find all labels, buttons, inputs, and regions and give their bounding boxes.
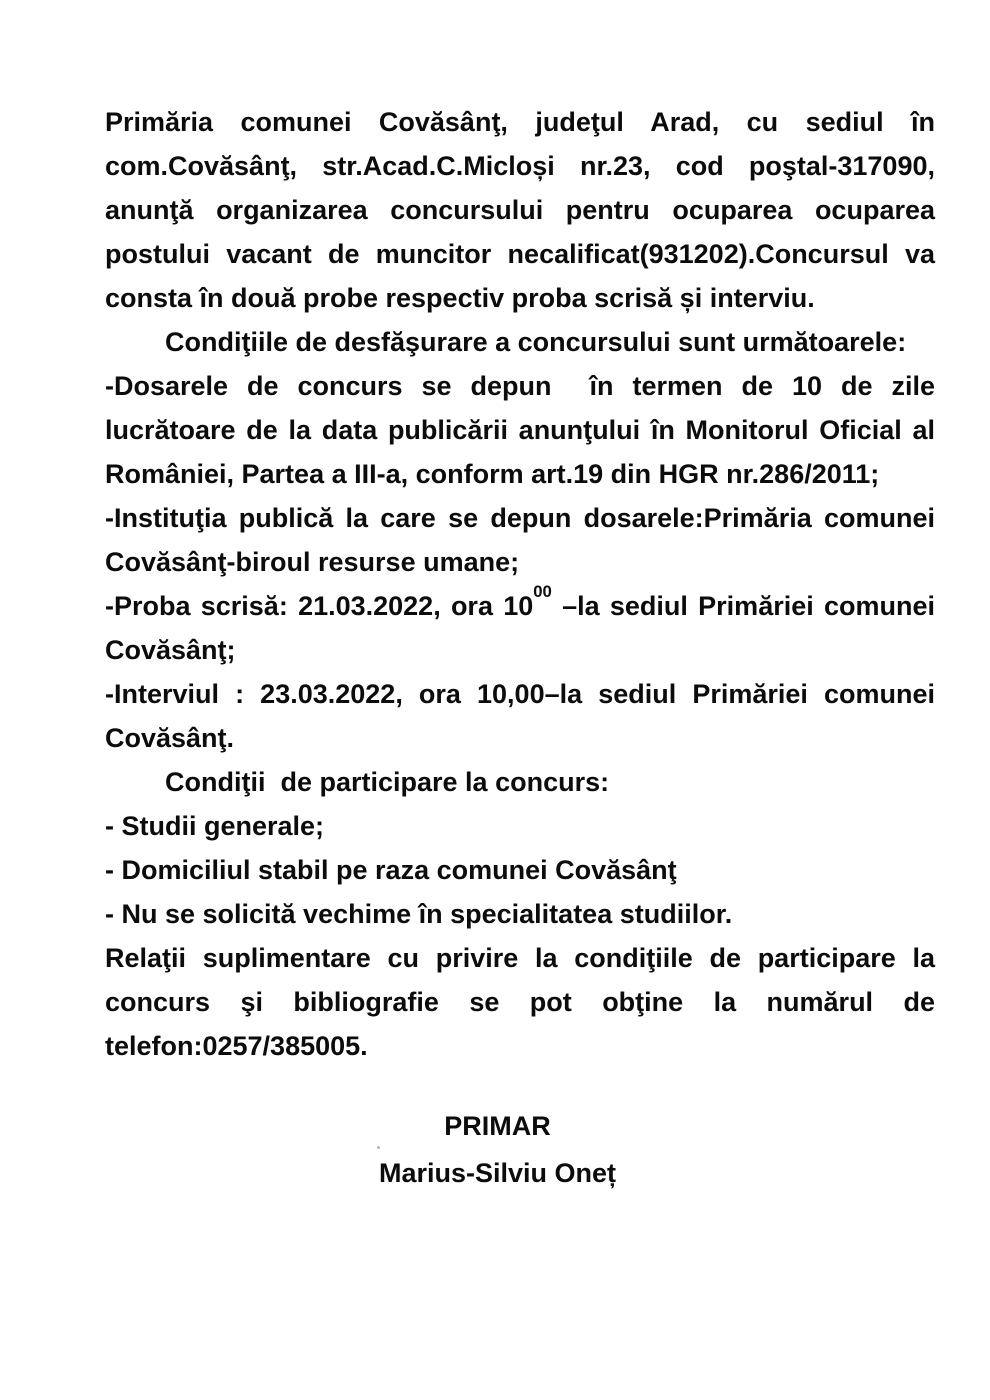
paragraph-participation-heading: Condiţii de participare la concurs: <box>165 767 610 797</box>
paragraph-interview: -Interviul : 23.03.2022, ora 10,00–la sediul Primăriei comunei Covăsânţ. <box>105 679 935 753</box>
bullet-domicile: - Domiciliul stabil pe raza comunei Covăsânţ <box>105 855 677 885</box>
bullet-studies: - Studii generale; <box>105 811 325 841</box>
paragraph-written-test <box>105 584 935 672</box>
bullet-experience: - Nu se solicită vechime în specialitatea studiilor. <box>105 899 733 929</box>
written-test-text: -Proba scrisă: 21.03.2022, ora 10 <box>105 591 534 621</box>
written-test-hour-superscript: 00 <box>533 582 552 602</box>
signature-title: PRIMAR <box>444 1111 551 1141</box>
signature-block <box>105 1104 890 1195</box>
document-body <box>105 100 935 1195</box>
paragraph-announcement-intro: Primăria comunei Covăsânţ, judeţul Arad, cu sediul în com.Covăsânţ, str.Acad.C.Micloși nr.23, cod poştal-317090, anunţă organizarea concursului pentru ocuparea ocuparea postului vacant de muncitor necalificat(931202).Concursul va consta în două probe respectiv proba scrisă și interviu. <box>105 107 935 313</box>
scan-artifact-dot <box>377 1146 380 1149</box>
written-test-location: –la sediul Primăriei comunei Covăsânţ; <box>105 591 935 665</box>
paragraph-dossier-deadline: -Dosarele de concurs se depun în termen de 10 de zile lucrătoare de la data publicării anunţului în Monitorul Oficial al României, Partea a III-a, conform art.19 din HGR nr.286/2011; <box>105 371 935 489</box>
paragraph-contact-info: Relaţii suplimentare cu privire la condiţiile de participare la concurs şi bibliografie se pot obţine la numărul de telefon:0257/385005. <box>105 943 935 1061</box>
signature-name: Marius-Silviu Oneț <box>378 1158 617 1188</box>
paragraph-conditions-heading: Condiţiile de desfăşurare a concursului sunt următoarele: <box>165 327 907 357</box>
paragraph-institution: -Instituţia publică la care se depun dosarele:Primăria comunei Covăsânţ-biroul resurse umane; <box>105 503 935 577</box>
